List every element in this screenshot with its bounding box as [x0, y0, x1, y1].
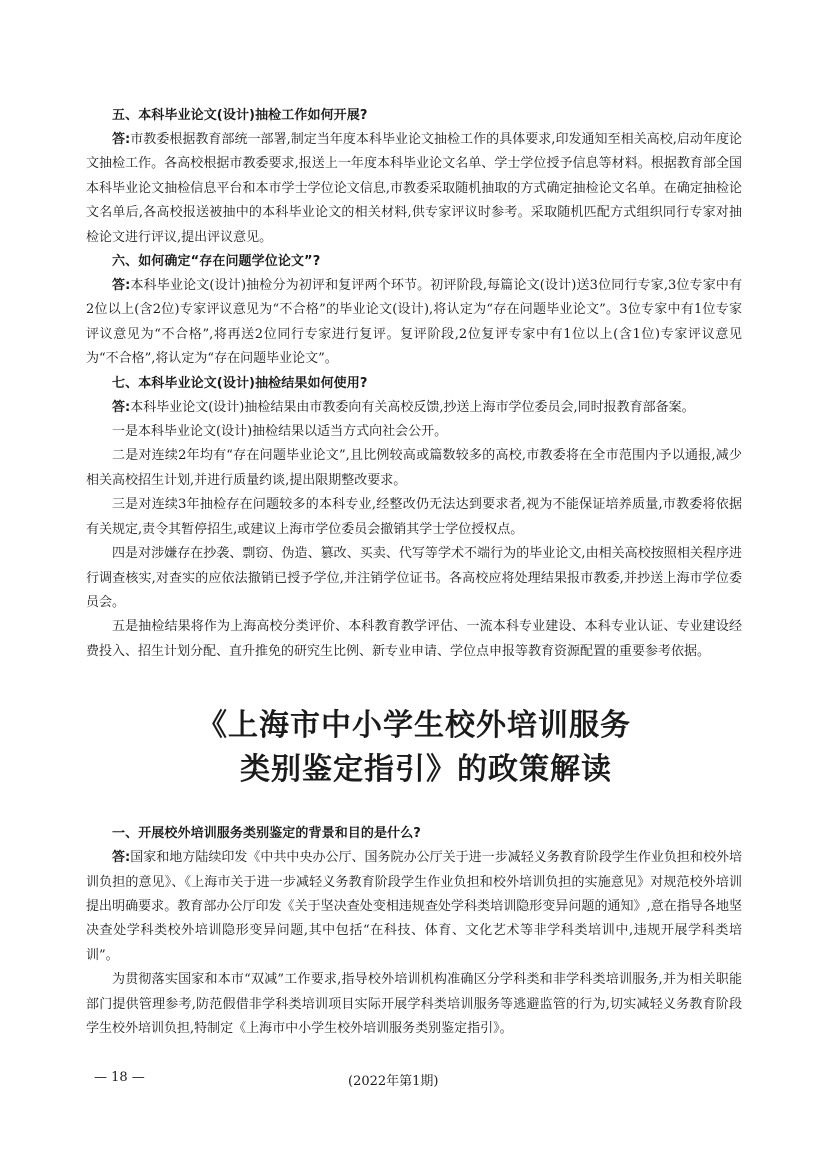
paragraph: 四是对涉嫌存在抄袭、剽窃、伪造、篡改、买卖、代写等学术不端行为的毕业论文,由相关高校按照相关程序进行调查核实,对查实的应依法撤销已授予学位,并注销学位证书。各高校应将处理结果报市教委,并抄送上海市学位委员会。 [86, 546, 742, 610]
question-heading-7: 七、本科毕业论文(设计)抽检结果如何使用? [112, 375, 368, 391]
answer-label: 答: [112, 132, 131, 147]
question-heading-5: 五、本科毕业论文(设计)抽检工作如何开展? [112, 108, 368, 123]
answer-6 [86, 274, 742, 372]
paragraph: 五是抽检结果将作为上海高校分类评价、本科教育教学评估、一流本科专业建设、本科专业认证、专业建设经费投入、招生计划分配、直升推免的研究生比例、新专业申请、学位点申报等教育资源配置的重要参考依据。 [86, 619, 742, 659]
answer-5 [86, 128, 742, 250]
page-content [86, 104, 742, 1041]
answer-7 [86, 396, 742, 420]
paragraph: 为贯彻落实国家和本市“双减”工作要求,指导校外培训机构准确区分学科类和非学科类培训服务,并为相关职能部门提供管理参考,防范假借非学科类培训项目实际开展学科类培训服务等逃避监管的行为,切实减轻义务教育阶段学生校外培训负担,特制定《上海市中小学生校外培训服务类别鉴定指引》。 [86, 972, 742, 1036]
paragraph: 三是对连续3年抽检存在问题较多的本科专业,经整改仍无法达到要求者,视为不能保证培养质量,市教委将依据有关规定,责令其暂停招生,或建议上海市学位委员会撤销其学士学位授权点。 [86, 497, 742, 537]
article-title-line-2: 类别鉴定指引》的政策解读 [240, 752, 612, 788]
question-heading-1: 一、开展校外培训服务类别鉴定的背景和目的是什么? [112, 826, 421, 842]
answer-label: 答: [112, 278, 131, 294]
article-title-line-1: 《上海市中小学生校外培训服务 [197, 708, 631, 744]
issue-label: (2022年第1期) [348, 1074, 439, 1089]
question-heading-6: 六、如何确定“存在问题学位论文”? [112, 254, 321, 270]
page-number: — 18 — [94, 1070, 145, 1085]
article-title [86, 704, 742, 792]
answer-text: 本科毕业论文(设计)抽检结果由市教委向有关高校反馈,抄送上海市学位委员会,同时报教育部备案。 [130, 399, 695, 415]
answer-text: 国家和地方陆续印发《中共中央办公厅、国务院办公厅关于进一步减轻义务教育阶段学生作业负担和校外培训负担的意见》、《上海市关于进一步减轻义务教育阶段学生作业负担和校外培训负担的实施意见》对规范校外培训提出明确要求。教育部办公厅印发《关于坚决查处变相违规查处学科类培训隐形变异问题的通知》,意在指导各地坚决查处学科类校外培训隐形变异问题,其中包括“在科技、体育、文化艺术等非学科类培训中,违规开展学科类培训”。 [86, 850, 742, 963]
answer-label: 答: [112, 850, 131, 866]
paragraph: 一是本科毕业论文(设计)抽检结果以适当方式向社会公开。 [112, 424, 448, 440]
paragraph: 二是对连续2年均有“存在问题毕业论文”,且比例较高或篇数较多的高校,市教委将在全市范围内予以通报,减少相关高校招生计划,并进行质量约谈,提出限期整改要求。 [86, 448, 742, 488]
answer-text: 本科毕业论文(设计)抽检分为初评和复评两个环节。初评阶段,每篇论文(设计)送3位同行专家,3位专家中有2位以上(含2位)专家评议意见为“不合格”的毕业论文(设计),将认定为“存在问题毕业论文”。3位专家中有1位专家评议意见为“不合格”,将再送2位同行专家进行复评。复评阶段,2位复评专家中有1位以上(含1位)专家评议意见为“不合格”,将认定为“存在问题毕业论文”。 [86, 278, 742, 367]
answer-text: 市教委根据教育部统一部署,制定当年度本科毕业论文抽检工作的具体要求,印发通知至相关高校,启动年度论文抽检工作。各高校根据市教委要求,报送上一年度本科毕业论文名单、学士学位授予信息等材料。根据教育部全国本科毕业论文抽检信息平台和本市学士学位论文信息,市教委采取随机抽取的方式确定抽检论文名单。在确定抽检论文名单后,各高校报送被抽中的本科毕业论文的相关材料,供专家评议时参考。采取随机匹配方式组织同行专家对抽检论文进行评议,提出评议意见。 [86, 132, 742, 245]
answer-1 [86, 846, 742, 968]
answer-label: 答: [112, 399, 131, 415]
